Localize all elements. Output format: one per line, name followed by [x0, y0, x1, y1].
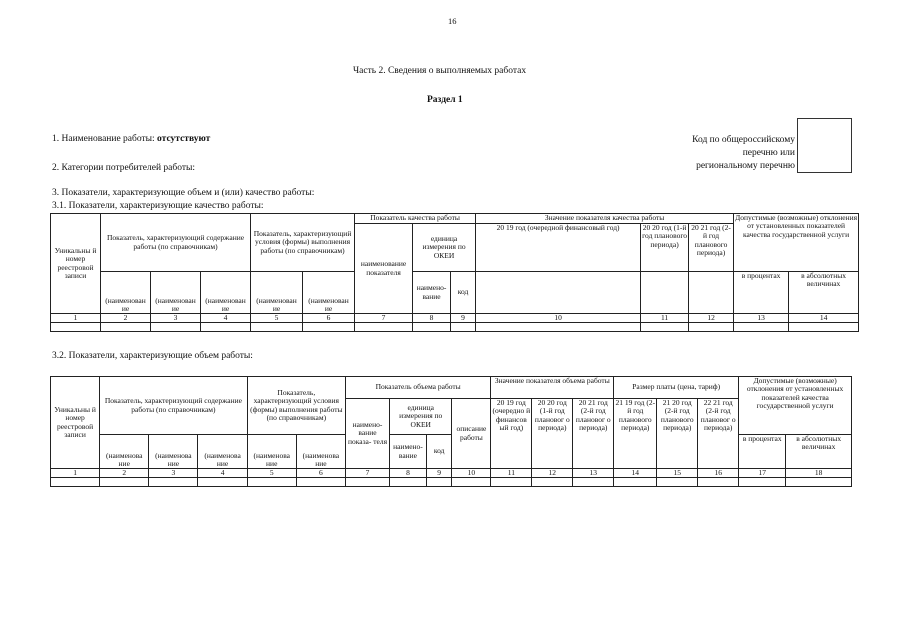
t2-num: 7 — [345, 469, 389, 478]
t1-value: Значение показателя качества работы — [476, 214, 734, 224]
t2-num: 12 — [532, 469, 573, 478]
t2-num: 1 — [51, 469, 100, 478]
item1 — [52, 134, 210, 144]
code-label-line3: региональному перечню — [696, 161, 795, 171]
t1-num: 8 — [413, 314, 451, 323]
t1-num: 2 — [101, 314, 151, 323]
t2-num: 9 — [426, 469, 452, 478]
t2-empty-row — [51, 478, 852, 487]
t2-v3: 20 21 год (2-й год плановог о периода) — [573, 399, 614, 469]
volume-table — [50, 376, 852, 487]
t2-conditions: Показатель, характеризующий условия (формы) выполнения работы (по справочникам) — [247, 377, 345, 435]
t2-content: Показатель, характеризующий содержание работы (по справочникам) — [100, 377, 248, 435]
t1-nm5: (наименован ие — [303, 272, 355, 314]
t1-num: 13 — [734, 314, 789, 323]
t2-nm1: (наименова ние — [100, 435, 149, 469]
t1-num: 10 — [476, 314, 641, 323]
t1-content: Показатель, характеризующий содержание работы (по справочникам) — [101, 214, 251, 272]
t2-number-row — [51, 469, 852, 478]
t1-y2: 20 20 год (1-й год планового периода) — [641, 224, 689, 272]
t1-num: 12 — [689, 314, 734, 323]
t2-num: 3 — [149, 469, 198, 478]
t2-num: 5 — [247, 469, 296, 478]
t2-value: Значение показателя объема работы — [491, 377, 614, 399]
t1-qname: наименование показателя — [355, 224, 413, 314]
t2-unique: Уникальны й номер реестровой записи — [51, 377, 100, 469]
t1-uname: наимено- вание — [413, 272, 451, 314]
t2-num: 17 — [739, 469, 786, 478]
item31: 3.1. Показатели, характеризующие качество работы: — [52, 201, 264, 211]
t2-num: 15 — [657, 469, 698, 478]
t2-v2: 20 20 год (1-й год плановог о периода) — [532, 399, 573, 469]
t2-abs: в абсолютных величинах — [786, 435, 852, 469]
item3: 3. Показатели, характеризующие объем и (или) качество работы: — [52, 188, 315, 198]
t2-num: 4 — [198, 469, 247, 478]
t2-nm5: (наименова ние — [296, 435, 345, 469]
t1-abs: в абсолютных величинах — [789, 272, 859, 314]
t2-num: 2 — [100, 469, 149, 478]
t1-blank3 — [689, 272, 734, 314]
t1-num: 5 — [251, 314, 303, 323]
t1-conditions: Показатель, характеризующий условия (формы) выполнения работы (по справочникам) — [251, 214, 355, 272]
t2-unit: единица измерения по ОКЕИ — [390, 399, 452, 435]
t2-f2: 21 20 год (2-й год планового периода) — [657, 399, 698, 469]
t1-num: 11 — [641, 314, 689, 323]
item1-label: 1. Наименование работы: — [52, 134, 155, 144]
t1-quality: Показатель качества работы — [355, 214, 476, 224]
item2-label: 2. Категории потребителей работы: — [52, 163, 195, 173]
t1-num: 14 — [789, 314, 859, 323]
t1-number-row — [51, 314, 859, 323]
t2-vname: наимено- вание показа- теля — [345, 399, 389, 469]
t2-f1: 21 19 год (2-й год планового периода) — [614, 399, 657, 469]
t2-num: 16 — [698, 469, 739, 478]
part-title: Часть 2. Сведения о выполняемых работах — [353, 66, 527, 76]
t2-num: 10 — [452, 469, 491, 478]
t2-num: 8 — [390, 469, 427, 478]
t1-nm4: (наименован ие — [251, 272, 303, 314]
t2-nm2: (наименова ние — [149, 435, 198, 469]
section-title: Раздел 1 — [427, 95, 463, 105]
t1-num: 6 — [303, 314, 355, 323]
t2-num: 6 — [296, 469, 345, 478]
t1-pct: в процентах — [734, 272, 789, 314]
code-label-line1: Код по общероссийскому — [692, 135, 795, 145]
t1-empty-row — [51, 323, 859, 332]
t1-blank1 — [476, 272, 641, 314]
t1-num: 3 — [151, 314, 201, 323]
t2-v1: 20 19 год (очередно й финансов ый год) — [491, 399, 532, 469]
t2-nm3: (наименова ние — [198, 435, 247, 469]
t1-dev: Допустимые (возможные) отклонения от установленных показателей качества государственной услуги — [734, 214, 859, 272]
item1-value: отсутствуют — [157, 134, 211, 144]
page-number: 16 — [448, 16, 457, 26]
t1-y3: 20 21 год (2-й год планового периода) — [689, 224, 734, 272]
t1-nm3: (наименован ие — [201, 272, 251, 314]
t1-blank2 — [641, 272, 689, 314]
t1-y1: 20 19 год (очередной финансовый год) — [476, 224, 641, 272]
t2-num: 13 — [573, 469, 614, 478]
t2-num: 14 — [614, 469, 657, 478]
t2-num: 11 — [491, 469, 532, 478]
code-label-line2: перечню или — [742, 148, 795, 158]
t2-pct: в процентах — [739, 435, 786, 469]
t1-num: 1 — [51, 314, 101, 323]
item32: 3.2. Показатели, характеризующие объем работы: — [52, 351, 253, 361]
t2-fee: Размер платы (цена, тариф) — [614, 377, 739, 399]
t2-dev: Допустимые (возможные) отклонения от установленных показателей качества государственной услуги — [739, 377, 852, 435]
t1-unit: единица измерения по ОКЕИ — [413, 224, 476, 272]
t2-uname: наимено- вание — [390, 435, 427, 469]
t2-nm4: (наименова ние — [247, 435, 296, 469]
t2-ucode: код — [426, 435, 452, 469]
t1-nm1: (наименован ие — [101, 272, 151, 314]
quality-table — [50, 213, 859, 332]
t1-num: 7 — [355, 314, 413, 323]
t2-desc: описание работы — [452, 399, 491, 469]
t2-num: 18 — [786, 469, 852, 478]
t1-ucode: код — [451, 272, 476, 314]
t1-unique: Уникальны й номер реестровой записи — [51, 214, 101, 314]
t1-num: 9 — [451, 314, 476, 323]
t2-f3: 22 21 год (2-й год плановог о периода) — [698, 399, 739, 469]
t2-volume: Показатель объема работы — [345, 377, 490, 399]
t1-nm2: (наименован ие — [151, 272, 201, 314]
code-label — [692, 134, 795, 173]
t1-num: 4 — [201, 314, 251, 323]
code-box — [797, 118, 852, 173]
